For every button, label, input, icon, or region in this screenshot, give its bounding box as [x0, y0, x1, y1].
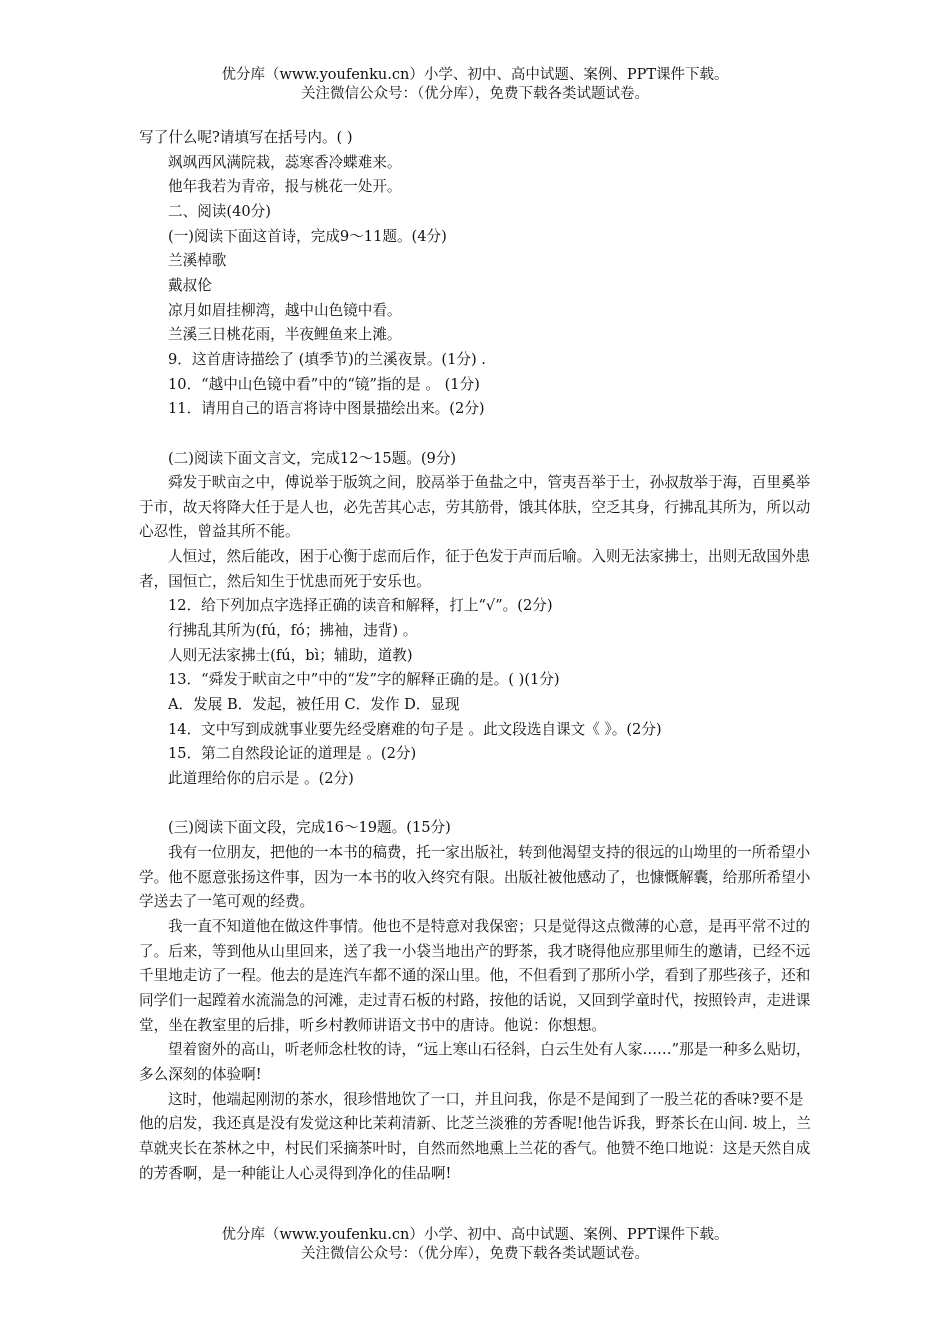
- subsection-heading: (二)阅读下面文言文，完成12～15题。(9分): [168, 449, 457, 467]
- classical-paragraph: 舜发于畎亩之中，傅说举于版筑之间，胶鬲举于鱼盐之中，管夷吾举于士，孙叔敖举于海，百里奚举于市，故天将降大任于是人也，必先苦其心志，劳其筋骨，饿其体肤，空乏其身，行拂乱其所为，所以动心忍性，曾益其所不能。: [139, 474, 811, 541]
- text-line: 写了什么呢?请填写在括号内。( ): [139, 129, 353, 146]
- subsection-heading: (三)阅读下面文段，完成16～19题。(15分): [168, 819, 451, 837]
- page-footer: [0, 1226, 950, 1264]
- poem-line: 他年我若为青帝，报与桃花一处开。: [168, 178, 402, 196]
- question-15: 15．第二自然段论证的道理是 。(2分): [168, 745, 417, 763]
- header-line-1: 优分库（www.youfenku.cn）小学、初中、高中试题、案例、PPT课件下载。: [221, 67, 729, 83]
- prose-paragraph: 这时，他端起刚沏的茶水，很珍惜地饮了一口，并且问我，你是不是闻到了一股兰花的香味?要不是他的启发，我还真是没有发觉这种比茉莉清新、比芝兰淡雅的芳香呢!他告诉我，野茶长在山间. 坡上，兰草就夹长在茶林之中，村民们采摘茶叶时，自然而然地熏上兰花的香气。他赞不绝口地说：这是天然自成的芳香啊，是一种能让人心灵得到净化的佳品啊!: [139, 1090, 811, 1182]
- question-12-item: 行拂乱其所为(fú，fó；拂袖，违背) 。: [168, 622, 418, 640]
- question-13-options: A．发展 B．发起，被任用 C．发作 D．显现: [168, 696, 460, 714]
- question-13: 13．“舜发于畎亩之中”中的“发”字的解释正确的是。( )(1分): [168, 671, 560, 689]
- spacer: [139, 792, 811, 817]
- page-header: [0, 66, 950, 104]
- classical-paragraph: 人恒过，然后能改，困于心衡于虑而后作，征于色发于声而后喻。入则无法家拂士，出则无敌国外患者，国恒亡，然后知生于忧患而死于安乐也。: [139, 548, 811, 590]
- prose-paragraph: 我有一位朋友，把他的一本书的稿费，托一家出版社，转到他渴望支持的很远的山坳里的一所希望小学。他不愿意张扬这件事，因为一本书的收入终究有限。出版社被他感动了，也慷慨解囊，给那所希望小学送去了一笔可观的经费。: [139, 844, 811, 911]
- question-14: 14．文中写到成就事业要先经受磨难的句子是 。此文段选自课文《 》。(2分): [168, 720, 662, 738]
- footer-line-1: 优分库（www.youfenku.cn）小学、初中、高中试题、案例、PPT课件下载。: [221, 1227, 729, 1243]
- prose-paragraph: 我一直不知道他在做这件事情。他也不是特意对我保密；只是觉得这点微薄的心意，是再平常不过的了。后来，等到他从山里回来，送了我一小袋当地出产的野茶，我才晓得他应那里师生的邀请，已经不远千里地走访了一程。他去的是连汽车都不通的深山里。他，不但看到了那所小学，看到了那些孩子，还和同学们一起蹚着水流湍急的河滩，走过青石板的村路，按他的话说，又回到学童时代，按照铃声，走进课堂，坐在教室里的后排，听乡村教师讲语文书中的唐诗。他说：你想想。: [139, 917, 811, 1034]
- spacer: [139, 422, 811, 447]
- section-heading: 二、阅读(40分): [168, 202, 271, 220]
- poem-author: 戴叔伦: [168, 276, 212, 294]
- poem-title: 兰溪棹歌: [168, 252, 227, 270]
- footer-line-2: 关注微信公众号：（优分库），免费下载各类试题试卷。: [301, 1246, 649, 1262]
- subsection-heading: (一)阅读下面这首诗，完成9～11题。(4分): [168, 227, 447, 245]
- poem-line: 凉月如眉挂柳湾，越中山色镜中看。: [168, 301, 402, 319]
- question-12: 12．给下列加点字选择正确的读音和解释，打上“√”。(2分): [168, 597, 553, 615]
- prose-paragraph: 望着窗外的高山，听老师念杜牧的诗，“远上寒山石径斜，白云生处有人家……”那是一种多么贴切，多么深刻的体验啊!: [139, 1041, 811, 1083]
- header-line-2: 关注微信公众号：（优分库），免费下载各类试题试卷。: [301, 86, 649, 102]
- poem-line: 飒飒西风满院栽，蕊寒香冷蝶难来。: [168, 153, 402, 171]
- poem-line: 兰溪三日桃花雨，半夜鲤鱼来上滩。: [168, 326, 402, 344]
- question-12-item: 人则无法家拂士(fú，bì；辅助，道教): [168, 646, 413, 664]
- question-15-followup: 此道理给你的启示是 。(2分): [168, 770, 354, 788]
- document-body: [139, 126, 811, 1186]
- question-9: 9．这首唐诗描绘了 (填季节)的兰溪夜景。(1分) .: [168, 350, 486, 368]
- question-11: 11．请用自己的语言将诗中图景描绘出来。(2分): [168, 400, 485, 418]
- question-10: 10．“越中山色镜中看”中的“镜”指的是 。 (1分): [168, 375, 480, 393]
